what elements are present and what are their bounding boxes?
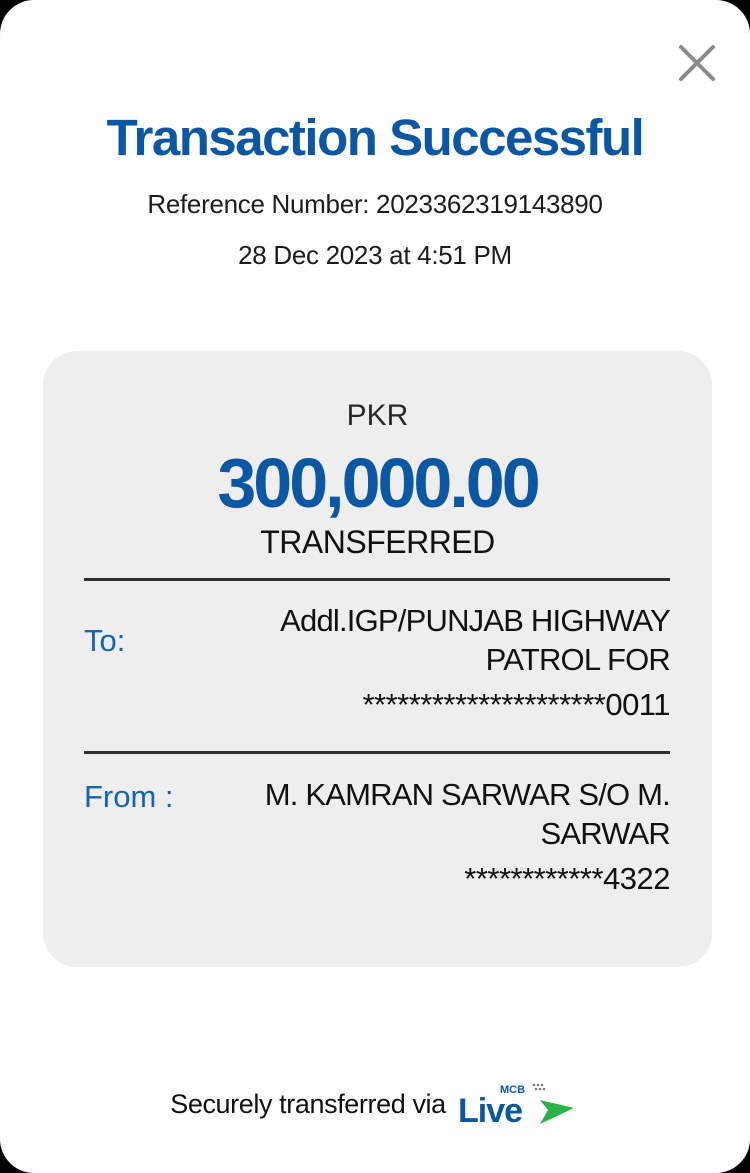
footer xyxy=(0,1080,750,1128)
transfer-summary-card xyxy=(43,351,712,967)
footer-text: Securely transferred via xyxy=(170,1088,446,1119)
sender-name: M. KAMRAN SARWAR S/O M. SARWAR xyxy=(264,777,670,851)
transfer-amount: 300,000.00 xyxy=(217,444,538,522)
arrow-icon xyxy=(540,1100,574,1124)
logo-main-text: Live xyxy=(457,1092,522,1128)
mcb-live-logo xyxy=(456,1080,580,1128)
logo-small-text: MCB xyxy=(499,1084,525,1096)
close-icon xyxy=(676,42,718,84)
divider xyxy=(84,578,670,581)
recipient-name: Addl.IGP/PUNJAB HIGHWAY PATROL FOR xyxy=(280,603,670,677)
currency-label: PKR xyxy=(346,399,409,432)
to-label: To: xyxy=(84,623,126,658)
from-label: From : xyxy=(84,779,174,814)
recipient-account: *********************0011 xyxy=(362,687,670,722)
close-button[interactable] xyxy=(676,42,718,84)
reference-number: Reference Number: 2023362319143890 xyxy=(147,189,603,219)
sender-account: ************4322 xyxy=(464,861,670,896)
page-title: Transaction Successful xyxy=(106,109,644,166)
transfer-status: TRANSFERRED xyxy=(260,524,495,560)
divider xyxy=(84,751,670,754)
transaction-datetime: 28 Dec 2023 at 4:51 PM xyxy=(238,240,512,270)
